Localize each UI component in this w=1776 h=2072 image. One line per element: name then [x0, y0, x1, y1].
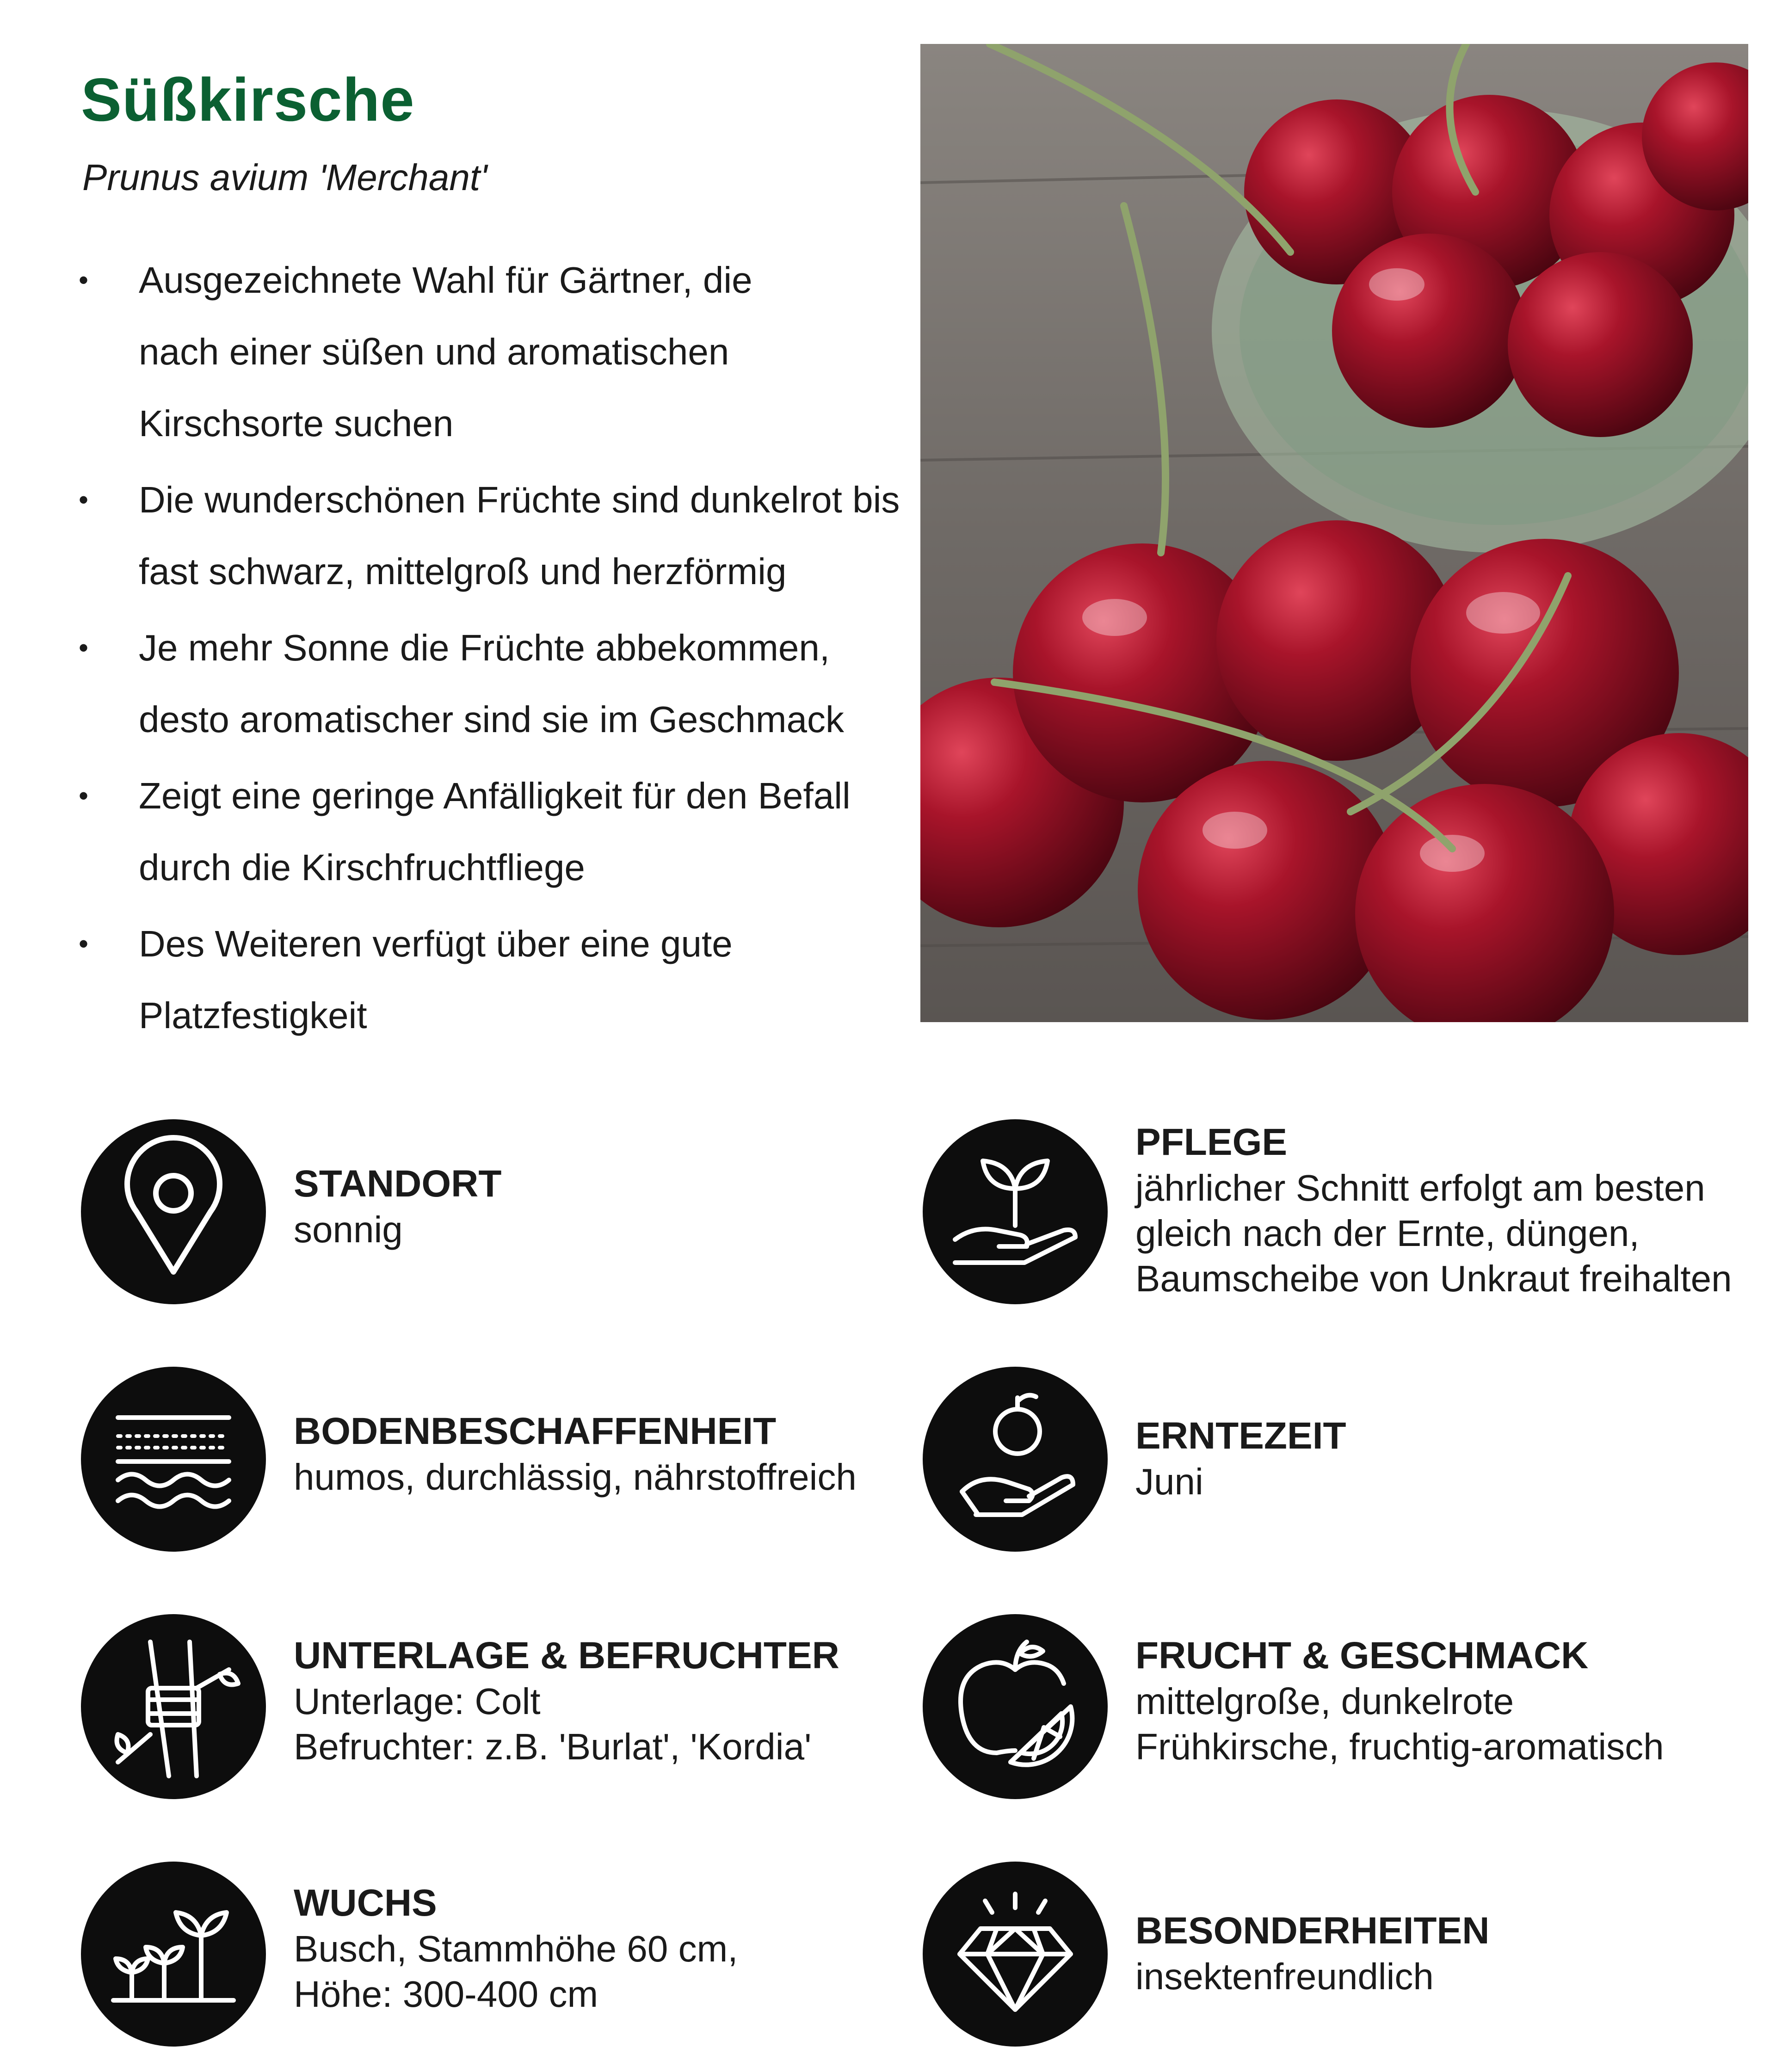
bullet-item: • Je mehr Sonne die Früchte abbekommen, desto aromatischer sind sie im Geschmack — [79, 612, 925, 755]
feature-label: PFLEGE — [1135, 1121, 1288, 1163]
bullet-item: • Des Weiteren verfügt über eine gute Platzfestigkeit — [79, 908, 740, 1051]
hand-with-fruit-icon — [923, 1367, 1108, 1552]
feature-value-line: mittelgroße, dunkelrote — [1135, 1681, 1514, 1722]
cherries-photo — [920, 44, 1748, 1022]
grafting-branch-icon — [81, 1614, 266, 1799]
feature-value-line: Frühkirsche, fruchtig-aromatisch — [1135, 1726, 1664, 1767]
feature-bullet-list — [79, 244, 911, 1056]
location-pin-icon — [81, 1119, 266, 1304]
product-title: Süßkirsche — [81, 66, 415, 134]
feature-label: WUCHS — [294, 1882, 437, 1924]
soil-layers-icon — [81, 1367, 266, 1552]
feature-value: humos, durchlässig, nährstoffreich — [294, 1456, 857, 1498]
apple-and-citrus-icon — [923, 1614, 1108, 1799]
feature-value-line: jährlicher Schnitt erfolgt am besten — [1135, 1167, 1705, 1209]
feature-value-line: Busch, Stammhöhe 60 cm, — [294, 1928, 738, 1969]
feature-value-line: Höhe: 300-400 cm — [294, 1973, 598, 2015]
bullet-item: • Zeigt eine geringe Anfälligkeit für den Befall durch die Kirschfruchtfliege — [79, 760, 879, 903]
feature-label: UNTERLAGE & BEFRUCHTER — [294, 1634, 839, 1677]
bullet-item: • Die wunderschönen Früchte sind dunkelrot bis fast schwarz, mittelgroß und herzförmig — [79, 464, 925, 607]
feature-label: FRUCHT & GESCHMACK — [1135, 1634, 1589, 1677]
feature-value-line: Baumscheibe von Unkraut freihalten — [1135, 1258, 1732, 1299]
feature-label: ERNTEZEIT — [1135, 1415, 1346, 1457]
feature-value: Juni — [1135, 1461, 1203, 1502]
feature-label: BESONDERHEITEN — [1135, 1910, 1490, 1952]
feature-value: sonnig — [294, 1209, 403, 1250]
bullet-item: • Ausgezeichnete Wahl für Gärtner, die nach einer süßen und aromatischen Kirschsorte suchen — [79, 244, 832, 459]
feature-value-line: gleich nach der Ernte, düngen, — [1135, 1213, 1640, 1254]
diamond-icon — [923, 1862, 1108, 2047]
feature-value-line: Befruchter: z.B. 'Burlat', 'Kordia' — [294, 1726, 812, 1767]
botanical-name: Prunus avium 'Merchant' — [82, 157, 487, 198]
hand-with-sprout-icon — [923, 1119, 1108, 1304]
feature-label: BODENBESCHAFFENHEIT — [294, 1410, 777, 1452]
feature-value-line: Unterlage: Colt — [294, 1681, 541, 1722]
seedlings-icon — [81, 1862, 266, 2047]
feature-value: insektenfreundlich — [1135, 1956, 1434, 1997]
feature-label: STANDORT — [294, 1163, 502, 1205]
